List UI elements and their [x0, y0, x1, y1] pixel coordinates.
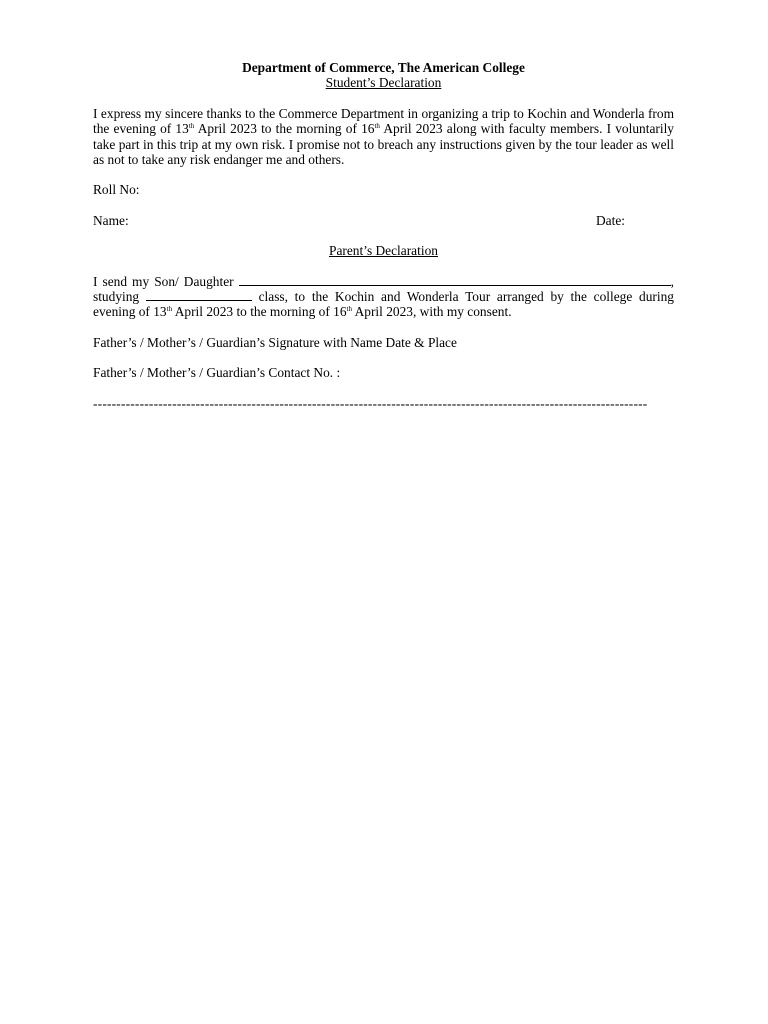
- contact-label: Father’s / Mother’s / Guardian’s Contact No. :: [93, 365, 341, 381]
- parent-declaration-text: I send my Son/ Daughter , studying class, to the Kochin and Wonderla Tour arranged by the college during evening of 13th April 2023 to the morning of 16th April 2023, with my consent.: [93, 273, 674, 320]
- name-date-row: [93, 213, 674, 228]
- cut-line: -----------------------------------------------------------------------------------------------------------------------: [93, 395, 648, 411]
- parent-declaration-heading: Parent’s Declaration: [329, 243, 438, 259]
- name-label: Name:: [93, 212, 129, 228]
- child-name-blank: [239, 274, 671, 286]
- student-declaration-heading: Student’s Declaration: [325, 75, 442, 91]
- document-title: Department of Commerce, The American College: [242, 60, 525, 75]
- signature-label: Father’s / Mother’s / Guardian’s Signature with Name Date & Place: [93, 334, 457, 350]
- declaration-form: [93, 60, 674, 411]
- roll-no-label: Roll No:: [93, 182, 140, 198]
- student-declaration-text: I express my sincere thanks to the Commerce Department in organizing a trip to Kochin and Wonderla from the evening of 13th April 2023 to the morning of 16th April 2023 along with faculty members. I voluntarily take part in this trip at my own risk. I promise not to breach any instructions given by the tour leader as well as not to take any risk endanger me and others.: [93, 105, 675, 168]
- date-label: Date:: [596, 212, 625, 228]
- class-blank: [146, 289, 252, 301]
